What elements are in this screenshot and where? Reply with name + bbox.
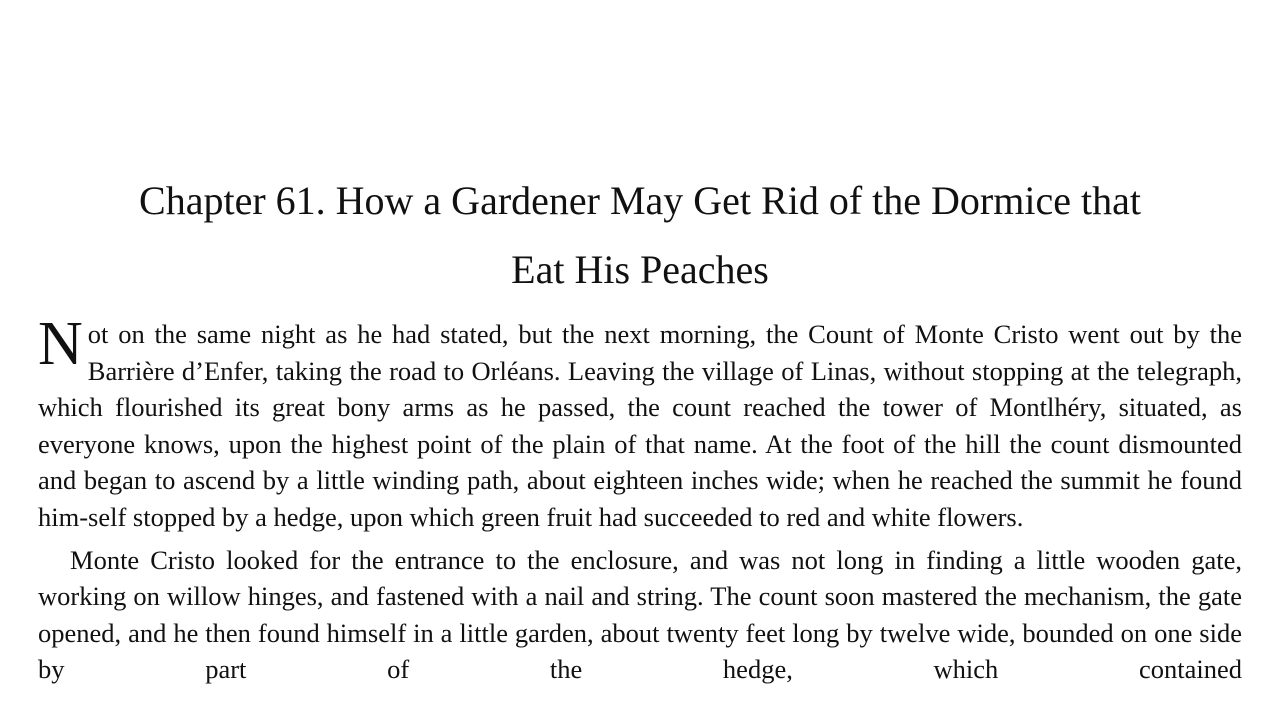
paragraph-1 bbox=[38, 310, 1242, 536]
drop-cap: N bbox=[38, 310, 83, 378]
paragraph-1-text: ot on the same night as he had stated, but the next morning, the Count of Monte Cristo went out by the Barrière d’Enfer, taking the road to Orléans. Leaving the village of Linas, without stopping at the telegraph, which flourished its great bony arms as he passed, the count reached the tower of Montlhéry, situated, as everyone knows, upon the highest point of the plain of that name. At the foot of the hill the count dismounted and began to ascend by a little winding path, about eighteen inches wide; when he reached the summit he found him-self stopped by a hedge, upon which green fruit had succeeded to red and white flowers. bbox=[38, 319, 1242, 532]
chapter-body bbox=[38, 310, 1242, 688]
chapter-title bbox=[38, 166, 1242, 304]
chapter-title-line-2: Eat His Peaches bbox=[511, 247, 769, 292]
paragraph-2 bbox=[38, 542, 1242, 688]
paragraph-2-text: Monte Cristo looked for the entrance to the enclosure, and was not long in finding a little wooden gate, working on willow hinges, and fastened with a nail and string. The count soon mastered the mechanism, the gate opened, and he then found himself in a little garden, about twenty feet long by twelve wide, bounded on one side by part of the hedge, which contained bbox=[38, 544, 1242, 685]
chapter-title-line-1: Chapter 61. How a Gardener May Get Rid of the Dormice that bbox=[139, 178, 1141, 223]
